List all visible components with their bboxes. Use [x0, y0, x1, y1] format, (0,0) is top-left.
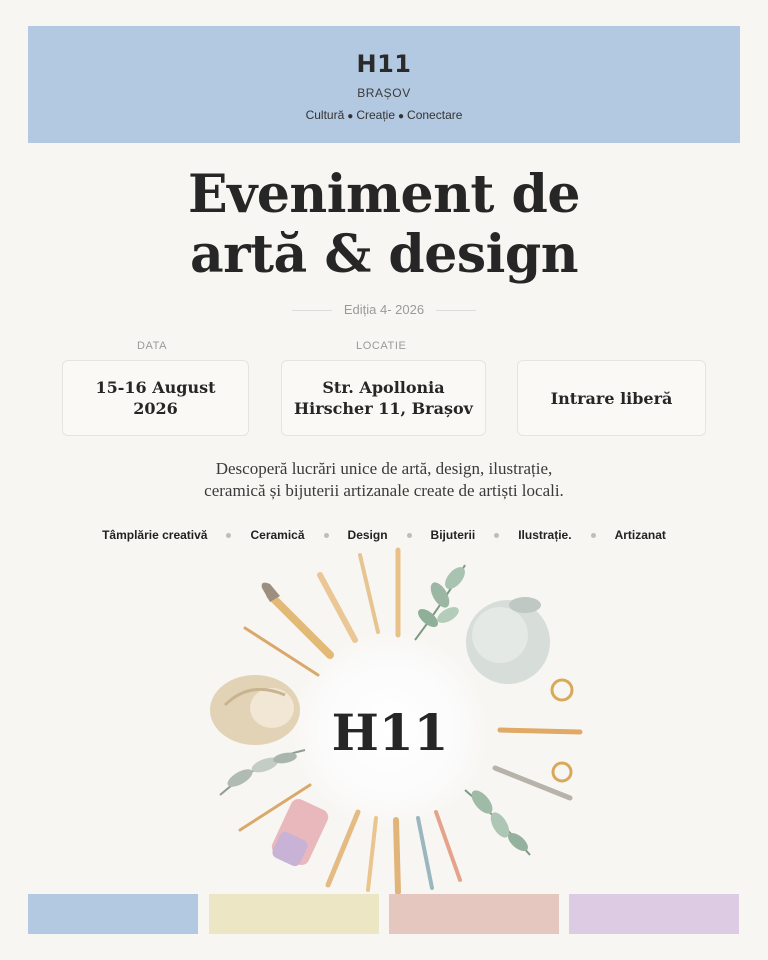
- tagline-item: Cultură: [305, 108, 345, 122]
- entry-card: [517, 360, 706, 436]
- pencil-icon: [436, 812, 460, 880]
- edition-text: Ediția 4- 2026: [343, 302, 425, 317]
- pencil-icon: [500, 730, 580, 732]
- ceramic-vase-icon: [466, 597, 550, 684]
- seashell-icon: [210, 675, 300, 745]
- bullet-icon: [324, 533, 329, 538]
- date-value-line-2: 2026: [133, 399, 178, 418]
- bullet-icon: [591, 533, 596, 538]
- color-swatch-yellow: [209, 894, 379, 934]
- entry-value: Intrare liberă: [550, 388, 673, 408]
- paintbrush-icon: [328, 812, 358, 885]
- paint-tube-icon: [269, 796, 331, 868]
- pencil-icon: [418, 818, 432, 888]
- date-value-line-1: 15-16 August: [95, 378, 216, 397]
- category-item: Tâmplărie creativă: [102, 528, 208, 542]
- title-line-1: Eveniment de: [188, 164, 580, 225]
- leaf-branch-icon: [465, 787, 531, 855]
- description-line-2: ceramică și bijuterii artizanale create de artiști locali.: [204, 481, 564, 500]
- location-card: [281, 360, 486, 436]
- description-line-1: Descoperă lucrări unice de artă, design, ilustrație,: [215, 459, 553, 478]
- bullet-icon: ●: [347, 111, 354, 122]
- city-name: BRAȘOV: [357, 86, 411, 100]
- bullet-icon: ●: [398, 111, 405, 122]
- category-item: Ceramică: [250, 528, 305, 542]
- description: [0, 458, 768, 502]
- pencil-icon: [495, 768, 570, 798]
- bullet-icon: [494, 533, 499, 538]
- paintbrush-icon: [320, 575, 355, 640]
- tagline-item: Creație: [356, 108, 395, 122]
- category-item: Bijuterii: [430, 528, 476, 542]
- pencil-icon: [368, 818, 376, 890]
- location-value-line-1: Str. Apollonia: [322, 378, 445, 397]
- brand-name: H11: [356, 50, 412, 78]
- category-item: Artizanat: [614, 528, 666, 542]
- date-card: [62, 360, 249, 436]
- center-logo: H11: [331, 703, 449, 762]
- header-banner: [28, 26, 740, 143]
- category-item: Ilustrație.: [518, 528, 572, 542]
- bullet-icon: [407, 533, 412, 538]
- title-line-2: artă & design: [189, 224, 579, 285]
- date-label: DATA: [137, 340, 168, 352]
- tagline-item: Conectare: [407, 108, 463, 122]
- pencil-icon: [396, 820, 398, 892]
- location-label: LOCATIE: [356, 340, 407, 352]
- event-title: [0, 165, 768, 285]
- location-value-line-2: Hirscher 11, Brașov: [294, 399, 473, 418]
- edition-row: [0, 302, 768, 317]
- tagline: [28, 108, 740, 122]
- leaf-branch-icon: [220, 750, 305, 795]
- divider-right: [436, 310, 476, 311]
- leaf-branch-icon: [415, 564, 469, 640]
- pencil-icon: [360, 555, 378, 632]
- bullet-icon: [226, 533, 231, 538]
- color-swatch-lilac: [569, 894, 739, 934]
- divider-left: [292, 310, 332, 311]
- color-swatch-blue: [28, 894, 198, 934]
- art-tools-wreath-illustration: [200, 540, 600, 895]
- category-item: Design: [347, 528, 388, 542]
- color-swatch-pink: [389, 894, 559, 934]
